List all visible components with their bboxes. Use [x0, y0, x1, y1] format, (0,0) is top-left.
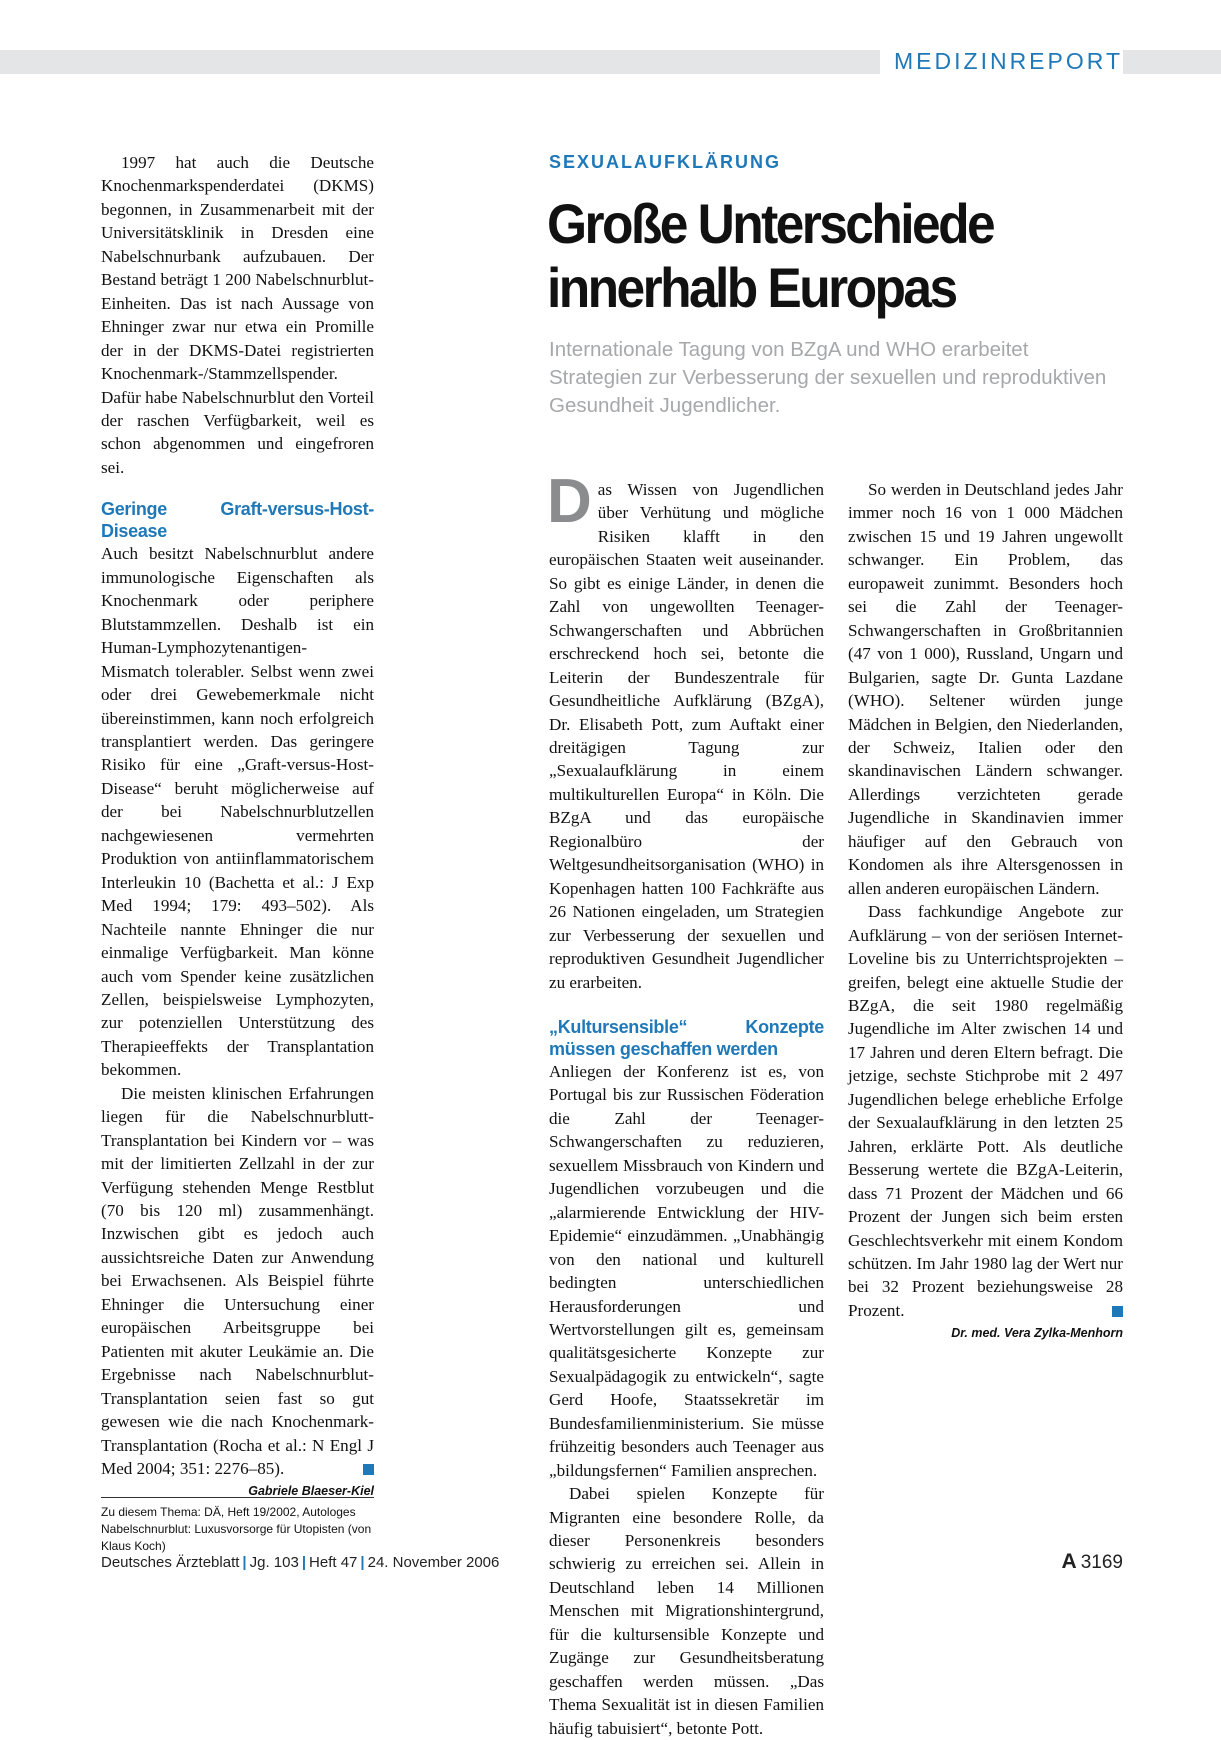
- drop-cap: D: [547, 467, 592, 536]
- separator: |: [242, 1554, 247, 1571]
- right-column: [848, 478, 1123, 1342]
- page-number: [1062, 1550, 1123, 1574]
- volume: Jg. 103: [249, 1554, 299, 1571]
- byline: Gabriele Blaeser-Kiel: [248, 1484, 374, 1499]
- page-number-value: 3169: [1080, 1552, 1123, 1573]
- separator: |: [360, 1554, 365, 1571]
- separator: |: [301, 1554, 307, 1571]
- end-mark-icon: [1112, 1306, 1123, 1317]
- end-mark-icon: [363, 1464, 374, 1475]
- related-reference: Zu diesem Thema: DÄ, Heft 19/2002, Autologes Nabelschnurblut: Luxusvorsorge für Utopisten (von Klaus Koch): [101, 1497, 374, 1555]
- paragraph-text: Dass fachkundige Angebote zur Aufklärung – von der seriösen Internet-Loveline bis zu Unterrichtsprojekten – greifen, belegt eine aktuelle Studie der BZgA, die seit 1980 regelmäßig Jugendliche im Alter zwischen 14 und 17 Jahren und deren Eltern befragt. Die jetzige, sechste Stichprobe mit 2 497 Jugendlichen belege erhebliche Erfolge der Sexualaufklärung in den letzten 25 Jahren, erklärte Pott. Als deutliche Besserung wertete die BZgA-Leiterin, dass 71 Prozent der Mädchen und 66 Prozent der Jungen sich beim ersten Geschlechtsverkehr mit einem Kondom schützen. Im Jahr 1980 lag der Wert nur bei 32 Prozent beziehungsweise 28 Prozent.: [848, 902, 1123, 1320]
- lead-paragraph: [547, 467, 824, 994]
- subheading: „Kultursensible“ Konzepte müssen geschaffen werden: [549, 1016, 824, 1059]
- paragraph-text: Die meisten klinischen Erfahrungen liegen für die Nabelschnurblutt-Transplantation bei Kindern vor – was mit der limitierten Zellzahl in der zur Verfügung stehenden Menge Restblut (70 bis 120 ml) zusammenhängt. Inzwischen gibt es jedoch auch aussichtsreiche Daten zur Anwendung bei Erwachsenen. Als Beispiel führte Ehninger die Untersuchung einer europäischen Arbeitsgruppe bei Patienten mit akuter Leukämie an. Die Ergebnisse nach Nabelschnurblut-Transplantation seien fast so gut gewesen wie die nach Knochenmark-Transplantation (Rocha et al.: N Engl J Med 2004; 351: 2276–85).: [101, 1083, 374, 1479]
- section-label: MEDIZINREPORT: [880, 46, 1123, 76]
- paragraph-text: as Wissen von Jugendlichen über Verhütung und mögliche Risiken klafft in den europäischen Staaten weit auseinander. So gibt es einige Länder, in denen die Zahl von ungewollten Teenager-Schwangerschaften und Abbrüchen erschreckend hoch sei, betonte die Leiterin der Bundeszentrale für Gesundheitliche Aufklärung (BZgA), Dr. Elisabeth Pott, zum Auftakt einer dreitägigen Tagung zur „Sexualaufklärung in einem multikulturellen Europa“ in Köln. Die BZgA und das europäische Regionalbüro der Weltgesundheitsorganisation (WHO) in Kopenhagen hatten 100 Fachkräfte aus 26 Nationen eingeladen, um Strategien zur Verbesserung der sexuellen und reproduktiven Gesundheit Jugendlicher zu erarbeiten.: [549, 480, 824, 992]
- headline-line: Große Unterschiede: [547, 192, 994, 255]
- page-prefix: A: [1061, 1550, 1077, 1573]
- paragraph: Anliegen der Konferenz ist es, von Portugal bis zur Russischen Föderation die Zahl der Teenager-Schwangerschaften zu reduzieren, sexuellem Missbrauch von Kindern und Jugendlichen vorzubeugen und die „alarmierende Entwicklung der HIV-Epidemie“ einzudämmen. „Unabhängig von den national und kulturell bedingten unterschiedlichen Herausforderungen und Wertvorstellungen gilt es, gemeinsam qualitätsgesicherte Konzepte zur Sexualpädagogik zu entwickeln“, sagte Gerd Hoofe, Staatssekretär im Bundesfamilienministerium. Sie müsse frühzeitig besonders auch Teenager aus „bildungsfernen“ Familien ansprechen.: [549, 1061, 824, 1480]
- headline-line: innerhalb Europas: [547, 256, 956, 319]
- middle-column: [547, 467, 824, 1740]
- deck: Internationale Tagung von BZgA und WHO erarbeitet Strategien zur Verbesserung der sexuellen und reproduktiven Gesundheit Jugendlicher.: [549, 338, 1107, 417]
- paragraph: 1997 hat auch die Deutsche Knochenmarkspenderdatei (DKMS) begonnen, in Zusammenarbeit mit der Universitätsklinik in Dresden eine Nabelschnurbank aufzubauen. Der Bestand beträgt 1 200 Nabelschnurblut-Einheiten. Das ist nach Aussage von Ehninger zwar nur etwa ein Promille der in der DKMS-Datei registrierten Knochenmark-/Stammzellspender. Dafür habe Nabelschnurblut den Vorteil der raschen Verfügbarkeit, weil es schon abgenommen und eingefroren sei.: [101, 153, 374, 477]
- journal-name: Deutsches Ärzteblatt: [101, 1554, 240, 1571]
- headline: [547, 192, 1062, 320]
- footer: [101, 1550, 1123, 1573]
- paragraph: [848, 900, 1123, 1322]
- kicker: SEXUALAUFKLÄRUNG: [549, 152, 781, 172]
- paragraph: Auch besitzt Nabelschnurblut andere immunologische Eigenschaften als Knochenmark oder periphere Blutstammzellen. Deshalb ist ein Human-Lymphozytenantigen-Mismatch tolerabler. Selbst wenn zwei oder drei Gewebemerkmale nicht übereinstimmen, kann noch erfolgreich transplantiert werden. Das geringere Risiko für eine „Graft-versus-Host-Disease“ beruht möglicherweise auf der bei Nabelschnurblutzellen nachgewiesenen vermehrten Produktion von antiinflammatorischem Interleukin 10 (Bachetta et al.: J Exp Med 1994; 179: 493–502). Als Nachteile nannte Ehninger die nur einmalige Verfügbarkeit. Man könne auch vom Spender keine zusätzlichen Zellen, beispielsweise Lymphozyten, zur potenziellen Unterstützung des Therapieeffekts der Transplantation bekommen.: [101, 544, 374, 1080]
- paragraph: Dabei spielen Konzepte für Migranten eine besondere Rolle, da dieser Personenkreis besonders schwierig zu erreichen sei. Allein in Deutschland leben 14 Millionen Menschen mit Migrationshintergrund, für die kultursensible Konzepte und Zugänge zur Gesundheitsberatung geschaffen werden müssen. „Das Thema Sexualität ist in diesen Familien häufig tabuisiert“, betonte Pott.: [549, 1484, 824, 1738]
- issue: Heft 47: [309, 1554, 358, 1571]
- paragraph: So werden in Deutschland jedes Jahr immer noch 16 von 1 000 Mädchen zwischen 15 und 19 Jahren ungewollt schwanger. Ein Problem, das europaweit zunimmt. Besonders hoch sei die Zahl der Teenager-Schwangerschaften in Großbritannien (47 von 1 000), Russland, Ungarn und Bulgarien, sagte Dr. Gunta Lazdane (WHO). Seltener würden junge Mädchen in Belgien, den Niederlanden, der Schweiz, Italien oder den skandinavischen Ländern schwanger. Allerdings verzichteten gerade Jugendliche in Skandinavien immer häufiger auf den Gebrauch von Kondomen als ihre Altersgenossen in allen anderen europäischen Ländern.: [848, 480, 1123, 898]
- left-column: [101, 151, 374, 1500]
- paragraph: [101, 1082, 374, 1481]
- issue-date: 24. November 2006: [367, 1554, 500, 1571]
- subheading: Geringe Graft-versus-Host-Disease: [101, 499, 374, 542]
- byline: Dr. med. Vera Zylka-Menhorn: [951, 1326, 1123, 1341]
